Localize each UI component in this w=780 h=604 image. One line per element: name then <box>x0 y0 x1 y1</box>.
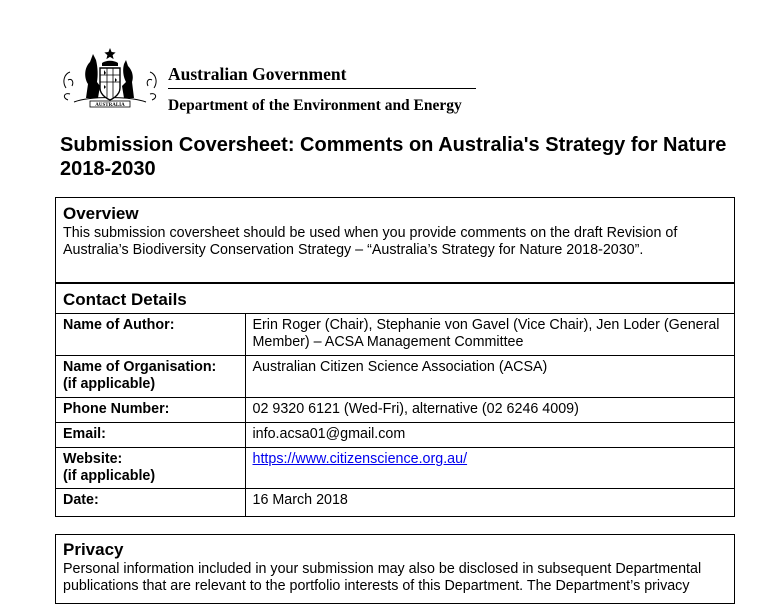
phone-value: 02 9320 6121 (Wed-Fri), alternative (02 6246 4009) <box>245 398 734 423</box>
header-divider <box>168 88 476 89</box>
email-value: info.acsa01@gmail.com <box>245 423 734 448</box>
author-label-cell <box>56 314 245 356</box>
website-value-cell <box>245 448 734 489</box>
organisation-value: Australian Citizen Science Association (ACSA) <box>245 356 734 398</box>
table-row-phone <box>56 398 734 423</box>
document-title: Submission Coversheet: Comments on Australia's Strategy for Nature 2018-2030 <box>60 134 727 180</box>
document-header <box>60 40 480 120</box>
website-label-cell <box>56 448 245 489</box>
crest-motto: AUSTRALIA <box>95 103 125 108</box>
overview-text: This submission coversheet should be used when you provide comments on the draft Revision of Australia’s Biodiversity Conservation Strategy – “Australia’s Strategy for Nature 2018-2030”. <box>63 225 678 258</box>
date-value: 16 March 2018 <box>245 489 734 516</box>
table-row-date <box>56 489 734 516</box>
organisation-label-cell <box>56 356 245 398</box>
table-row-website <box>56 448 734 489</box>
contact-details-table <box>56 313 734 516</box>
organisation-label: Name of Organisation: <box>63 359 217 375</box>
coat-of-arms-icon <box>60 44 160 110</box>
phone-label: Phone Number: <box>63 401 170 417</box>
organisation-sublabel: (if applicable) <box>63 376 156 392</box>
privacy-section <box>55 534 735 604</box>
contact-details-header <box>56 283 734 313</box>
email-label: Email: <box>63 426 106 442</box>
website-sublabel: (if applicable) <box>63 468 156 484</box>
website-link[interactable]: https://www.citizenscience.org.au/ <box>252 451 468 467</box>
email-label-cell <box>56 423 245 448</box>
table-row-organisation <box>56 356 734 398</box>
table-row-email <box>56 423 734 448</box>
date-label-cell <box>56 489 245 516</box>
contact-details-heading: Contact Details <box>63 290 187 309</box>
contact-details-section <box>55 283 735 517</box>
government-name: Australian Government <box>168 64 347 84</box>
overview-heading: Overview <box>63 204 139 223</box>
privacy-text: Personal information included in your submission may also be disclosed in subsequent Departmental publications that are relevant to the portfolio interests of this Department. The Department’s privacy <box>63 561 702 594</box>
author-value: Erin Roger (Chair), Stephanie von Gavel (Vice Chair), Jen Loder (General Member) – ACSA Management Committee <box>245 314 734 356</box>
date-label: Date: <box>63 492 99 508</box>
author-label: Name of Author: <box>63 317 175 333</box>
department-name: Department of the Environment and Energy <box>168 97 462 114</box>
table-row-author <box>56 314 734 356</box>
website-label: Website: <box>63 451 123 467</box>
overview-section <box>55 197 735 283</box>
phone-label-cell <box>56 398 245 423</box>
privacy-heading: Privacy <box>63 540 124 559</box>
